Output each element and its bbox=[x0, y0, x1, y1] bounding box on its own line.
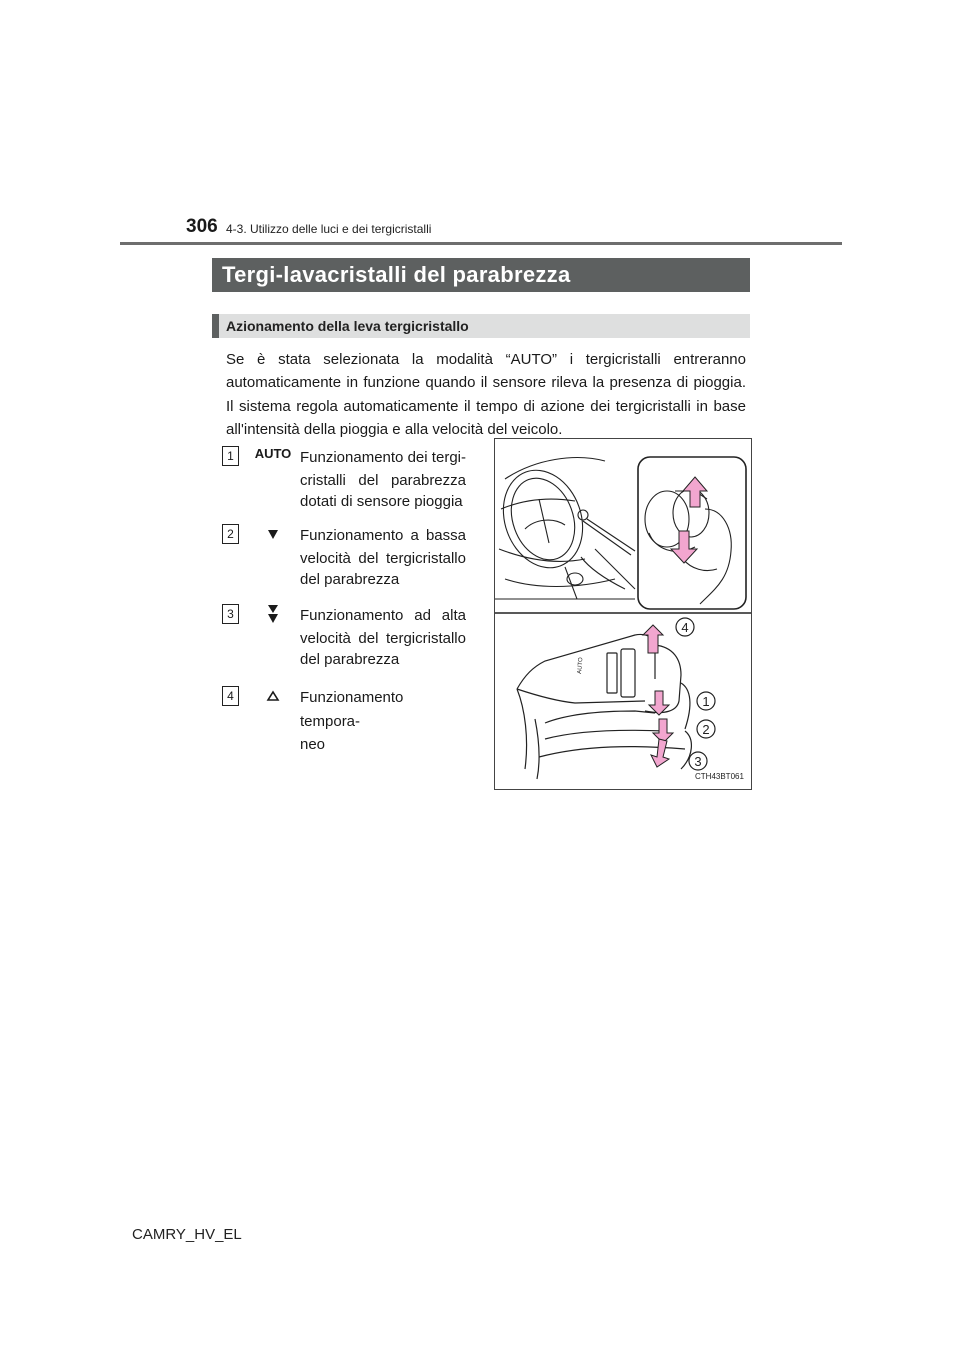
header-rule bbox=[120, 242, 842, 245]
subtitle: Azionamento della leva tergicristallo bbox=[226, 318, 469, 334]
item-text bbox=[300, 604, 466, 670]
item-number: 3 bbox=[222, 604, 239, 624]
item-line: Funzionamento ad alta bbox=[300, 607, 466, 624]
item-line: del parabrezza bbox=[300, 651, 400, 668]
item-line: dotati di sensore pioggia bbox=[300, 493, 463, 510]
callout-3: 3 bbox=[694, 754, 702, 769]
item-line: velocità del tergicristallo bbox=[300, 550, 466, 567]
item-text bbox=[300, 446, 466, 512]
lever-auto-label: AUTO bbox=[577, 657, 585, 675]
auto-symbol: AUTO bbox=[254, 446, 292, 461]
item-line: neo bbox=[300, 736, 326, 753]
callout-1: 1 bbox=[702, 694, 710, 709]
hollow-triangle-down-icon bbox=[248, 686, 298, 706]
section-path: 4-3. Utilizzo delle luci e dei tergicristalli bbox=[226, 222, 432, 236]
item-number: 1 bbox=[222, 446, 239, 466]
single-triangle-down-icon bbox=[248, 524, 298, 544]
footer-model-code: CAMRY_HV_EL bbox=[132, 1226, 242, 1243]
item-line: Funzionamento dei tergi- bbox=[300, 449, 466, 466]
callout-4: 4 bbox=[681, 620, 689, 635]
wiper-lever-illustration bbox=[494, 438, 752, 790]
item-line: Funzionamento a bassa bbox=[300, 527, 466, 544]
item-line: cristalli del parabrezza bbox=[300, 472, 466, 489]
item-number: 2 bbox=[222, 524, 239, 544]
item-line: Funzionamento tempora- bbox=[300, 689, 404, 730]
callout-2: 2 bbox=[702, 722, 710, 737]
item-line: velocità del tergicristallo bbox=[300, 630, 466, 647]
double-triangle-down-icon bbox=[248, 604, 298, 629]
item-number: 4 bbox=[222, 686, 239, 706]
page-number: 306 bbox=[186, 216, 218, 237]
item-text bbox=[300, 686, 466, 756]
figure-code: CTH43BT061 bbox=[695, 772, 744, 781]
subtitle-accent-bar bbox=[212, 314, 219, 338]
page-title: Tergi-lavacristalli del parabrezza bbox=[222, 262, 571, 287]
item-text bbox=[300, 524, 466, 590]
item-line: del parabrezza bbox=[300, 571, 400, 588]
intro-paragraph: Se è stata selezionata la modalità “AUTO” i tergicristalli entreranno automaticamente in funzione quando il sensore rileva la presenza di pioggia. Il sistema regola automaticamente il tempo di azione dei tergicristalli in base all'intensità della pioggia e alla velocità del veicolo. bbox=[226, 351, 746, 439]
